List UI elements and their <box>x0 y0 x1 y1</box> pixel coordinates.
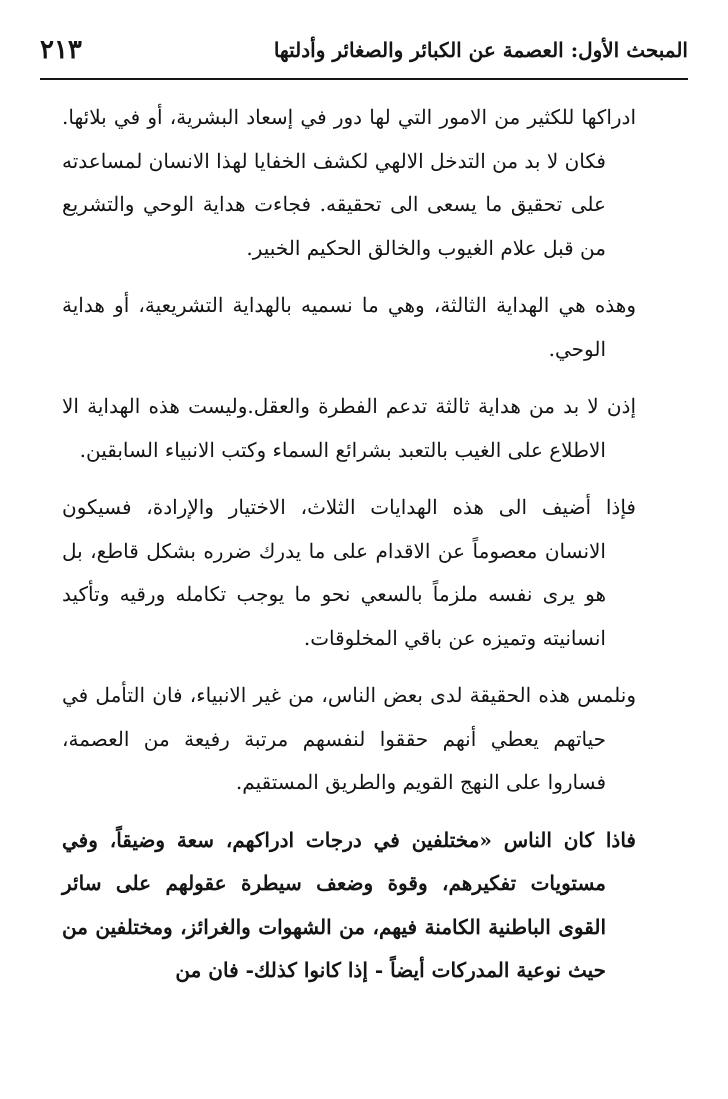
page-number: ٢١٣ <box>40 35 82 65</box>
page-body <box>62 96 636 1007</box>
paragraph-5: ونلمس هذه الحقيقة لدى بعض الناس، من غير الانبياء، فان التأمل في حياتهم يعطي أنهم حققوا لنفسهم مرتبة رفيعة من العصمة، فساروا على النهج القويم والطريق المستقيم. <box>62 683 636 794</box>
paragraph-1: ادراكها للكثير من الامور التي لها دور في إسعاد البشرية، أو في بلائها. فكان لا بد من التدخل الالهي لكشف الخفايا لهذا الانسان لمساعدته على تحقيق ما يسعى الى تحقيقه. فجاءت هداية الوحي والتشريع من قبل علام الغيوب والخالق الحكيم الخبير. <box>62 105 636 260</box>
header-rule <box>40 78 688 80</box>
paragraph-2: وهذه هي الهداية الثالثة، وهي ما نسميه بالهداية التشريعية، أو هداية الوحي. <box>62 293 636 361</box>
paragraph-6: فاذا كان الناس «مختلفين في درجات ادراكهم، سعة وضيقاً، وفي مستويات تفكيرهم، وقوة وضعف سيطرة عقولهم على سائر القوى الباطنية الكامنة فيهم، من الشهوات والغرائز، ومختلفين من حيث نوعية المدركات أيضاً - إذا كانوا كذلك- فان من <box>62 827 636 982</box>
running-head <box>40 30 688 70</box>
paragraph-3: إذن لا بد من هداية ثالثة تدعم الفطرة والعقل.وليست هذه الهداية الا الاطلاع على الغيب بالتعبد بشرائع السماء وكتب الانبياء السابقين. <box>62 394 636 462</box>
paragraph-4: فإذا أضيف الى هذه الهدايات الثلاث، الاختيار والإرادة، فسيكون الانسان معصوماً عن الاقدام على ما يدرك ضرره بشكل قاطع، بل هو يرى نفسه ملزماً بالسعي نحو ما يوجب تكامله ورقيه وتأكيد انسانيته وتميزه عن باقي المخلوقات. <box>62 495 636 650</box>
running-title: المبحث الأول: العصمة عن الكبائر والصغائر وأدلتها <box>273 38 688 62</box>
